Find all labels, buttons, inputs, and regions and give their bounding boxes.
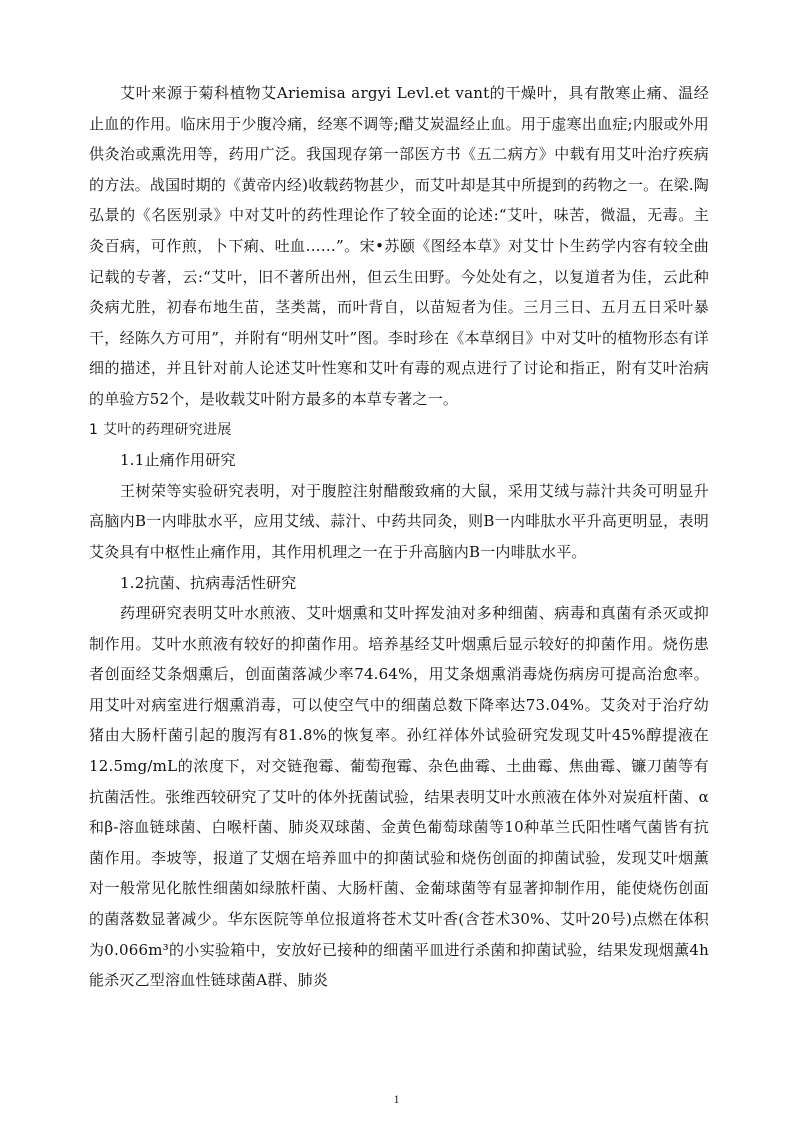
page-number: 1: [393, 1092, 400, 1106]
intro-paragraph: 艾叶来源于菊科植物艾Ariemisa argyi Levl.et vant的干燥叶，具有散寒止痛、温经止血的作用。临床用于少腹冷痛，经寒不调等;醋艾炭温经止血。用于虚寒出血症;内服或外用供灸治或熏洗用等，药用广泛。我国现存第一部医方书《五二病方》中载有用艾叶治疗疾病的方法。战国时期的《黄帝内经)收载药物甚少，而艾叶却是其中所提到的药物之一。在梁.陶弘景的《名医别录》中对艾叶的药性理论作了较全面的论述:“艾叶，味苦，微温，无毒。主灸百病，可作煎，卜下痢、吐血……”。宋•苏颐《图经本草》对艾廿卜生药学内容有较全曲记载的专著，云:“艾叶，旧不著所出州，但云生田野。今处处有之，以复道者为佳，云此种灸病尤胜，初春布地生苗，茎类蒿，而叶背自，以苗短者为佳。三月三日、五月五日采叶暴干，经陈久方可用”，并附有“明州艾叶”图。李时珍在《本草纲目》中对艾叶的植物形态有详细的描述，并且针对前人论述艾叶性寒和艾叶有毒的观点进行了讨论和指正，附有艾叶治病的单验方52个，是收载艾叶附方最多的本草专著之一。: [89, 84, 709, 408]
subsection-1-2-paragraph: 药理研究表明艾叶水煎液、艾叶烟熏和艾叶挥发油对多种细菌、病毒和真菌有杀灭或抑制作用。艾叶水煎液有较好的抑菌作用。培养基经艾叶烟熏后显示较好的抑菌作用。烧伤患者创面经艾条烟熏后，创面菌落减少率74.64%，用艾条烟熏消毒烧伤病房可提高治愈率。用艾叶对病室进行烟熏消毒，可以使空气中的细菌总数下降率达73.04%。艾灸对于治疗幼猪由大肠杆菌引起的腹泻有81.8%的恢复率。孙红祥体外试验研究发现艾叶45%醇提液在 12.5mg/mL的浓度下，对交链孢霉、葡萄孢霉、杂色曲霉、土曲霉、焦曲霉、镰刀菌等有抗菌活性。张维西较研究了艾叶的体外抚菌试验，结果表明艾叶水煎液在体外对炭疽杆菌、α和β-溶血链球菌、白喉杆菌、肺炎双球菌、金黄色葡萄球菌等10种革兰氏阳性嗜气菌皆有抗菌作用。李坡等，报道了艾烟在培养皿中的抑菌试验和烧伤创面的抑菌试验，发现艾叶烟薰对一般常见化脓性细菌如绿脓杆菌、大肠杆菌、金葡球菌等有显著抑制作用，能使烧伤创面的菌落数显著减少。华东医院等单位报道将苍术艾叶香(含苍术30%、艾叶20号)点燃在体积为0.066m³的小实验箱中，安放好已接种的细菌平皿进行杀菌和抑菌试验，结果发现烟薰4h能杀灭乙型溶血性链球菌A群、肺炎: [89, 604, 709, 990]
document-page: [89, 78, 709, 996]
subsection-1-1-paragraph: 王树荣等实验研究表明，对于腹腔注射醋酸致痛的大鼠，采用艾绒与蒜汁共灸可明显升高脑内B一内啡肽水平，应用艾绒、蒜汁、中药共同灸，则B一内啡肽水平升高更明显，表明艾灸具有中枢性止痛作用，其作用机理之一在于升高脑内B一内啡肽水平。: [89, 481, 709, 561]
subsection-1-1-heading: 1.1止痛作用研究: [120, 451, 236, 470]
section-1-heading: 1 艾叶的药理研究进展: [89, 421, 232, 438]
subsection-1-2-heading: 1.2抗菌、抗病毒活性研究: [120, 573, 297, 592]
